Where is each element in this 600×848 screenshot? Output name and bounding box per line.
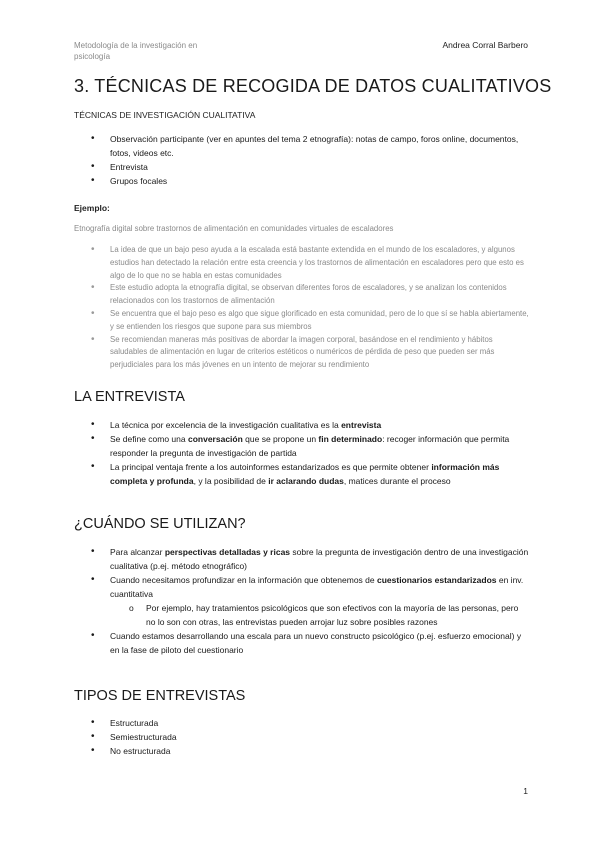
list-item: • Entrevista <box>0 160 530 174</box>
header-author: Andrea Corral Barbero <box>442 40 528 50</box>
emphasis: ir aclarando dudas <box>268 476 344 486</box>
entrevista-list <box>0 418 530 488</box>
list-item: • La idea de que un bajo peso ayuda a la escalada está bastante extendida en el mundo de los escaladores, y algunos estudios han detectado la relación entre esta creencia y los trastornos de alimentación en escaladores pero que esto es algo de lo que no se habla en estas comunidades <box>0 244 530 282</box>
header-course-line1: Metodología de la investigación en <box>74 41 198 50</box>
example-list <box>0 244 530 372</box>
list-item: • Semiestructurada <box>0 730 530 744</box>
list-item: • Grupos focales <box>0 174 530 188</box>
list-item <box>0 432 530 460</box>
list-item <box>0 418 530 432</box>
text: sobre la pregunta de investigación dentro de una investigación cualitativa (p.ej. método etnográfico) <box>110 547 529 571</box>
sub-list-item: o Por ejemplo, hay tratamientos psicológicos que son efectivos con la mayoría de las personas, pero no lo son con otras, las entrevistas pueden arrojar luz sobre posibles razones <box>0 601 530 629</box>
heading-tipos: TIPOS DE ENTREVISTAS <box>74 688 246 704</box>
techniques-list <box>0 132 530 188</box>
emphasis: perspectivas detalladas y ricas <box>164 547 291 557</box>
text: , matices durante el proceso <box>343 476 451 486</box>
emphasis: información más completa y profunda <box>110 462 500 486</box>
section-subtitle: TÉCNICAS DE INVESTIGACIÓN CUALITATIVA <box>74 110 256 120</box>
emphasis: entrevista <box>341 420 382 430</box>
heading-entrevista: LA ENTREVISTA <box>74 389 185 405</box>
list-item: • Cuando estamos desarrollando una escala para un nuevo constructo psicológico (p.ej. esfuerzo emocional) y en la fase de piloto del cuestionario <box>0 629 530 657</box>
list-item <box>0 460 530 488</box>
emphasis: conversación <box>187 434 243 444</box>
list-item <box>0 545 530 573</box>
page-title: 3. TÉCNICAS DE RECOGIDA DE DATOS CUALITATIVOS <box>74 76 552 96</box>
emphasis: fin determinado <box>318 434 383 444</box>
text: Se define como una <box>110 434 188 444</box>
text: : recoger información que permita responder la pregunta de investigación de partida <box>110 434 510 458</box>
heading-cuando: ¿CUÁNDO SE UTILIZAN? <box>74 516 246 532</box>
list-item: • Observación participante (ver en apuntes del tema 2 etnografía): notas de campo, foros online, documentos, fotos, videos etc. <box>0 132 530 160</box>
list-item: • Estructurada <box>0 716 530 730</box>
text: que se propone un <box>242 434 319 444</box>
example-description: Etnografía digital sobre trastornos de alimentación en comunidades virtuales de escaladores <box>74 224 394 233</box>
emphasis: cuestionarios estandarizados <box>376 575 497 585</box>
text: Para alcanzar <box>110 547 165 557</box>
example-label: Ejemplo: <box>74 203 110 213</box>
header-course-line2: psicología <box>74 52 111 61</box>
header-course <box>74 40 274 62</box>
list-item <box>0 573 530 601</box>
cuando-list <box>0 545 530 657</box>
page-number: 1 <box>523 786 528 796</box>
text: Cuando necesitamos profundizar en la información que obtenemos de <box>110 575 377 585</box>
list-item: • Se recomiendan maneras más positivas de abordar la imagen corporal, basándose en el rendimiento y hábitos saludables de alimentación en lugar de criterios estéticos o numéricos de pérdida de peso que pueden ser más perjudiciales para los más jóvenes en un intento de mejorar su rendimiento <box>0 334 530 372</box>
list-item: • Este estudio adopta la etnografía digital, se observan diferentes foros de escaladores, y se analizan los contenidos relacionados con los trastornos de alimentación <box>0 282 530 308</box>
text: La técnica por excelencia de la investigación cualitativa es la <box>110 420 342 430</box>
text: , y la posibilidad de <box>193 476 269 486</box>
text: en inv. cuantitativa <box>110 575 524 599</box>
list-item: • No estructurada <box>0 744 530 758</box>
tipos-list <box>0 716 530 758</box>
text: La principal ventaja frente a los autoinformes estandarizados es que permite obtener <box>110 462 432 472</box>
list-item: • Se encuentra que el bajo peso es algo que sigue glorificado en esta comunidad, pero de lo que sí se habla abiertamente, y se entienden los riesgos que supone para sus miembros <box>0 308 530 334</box>
